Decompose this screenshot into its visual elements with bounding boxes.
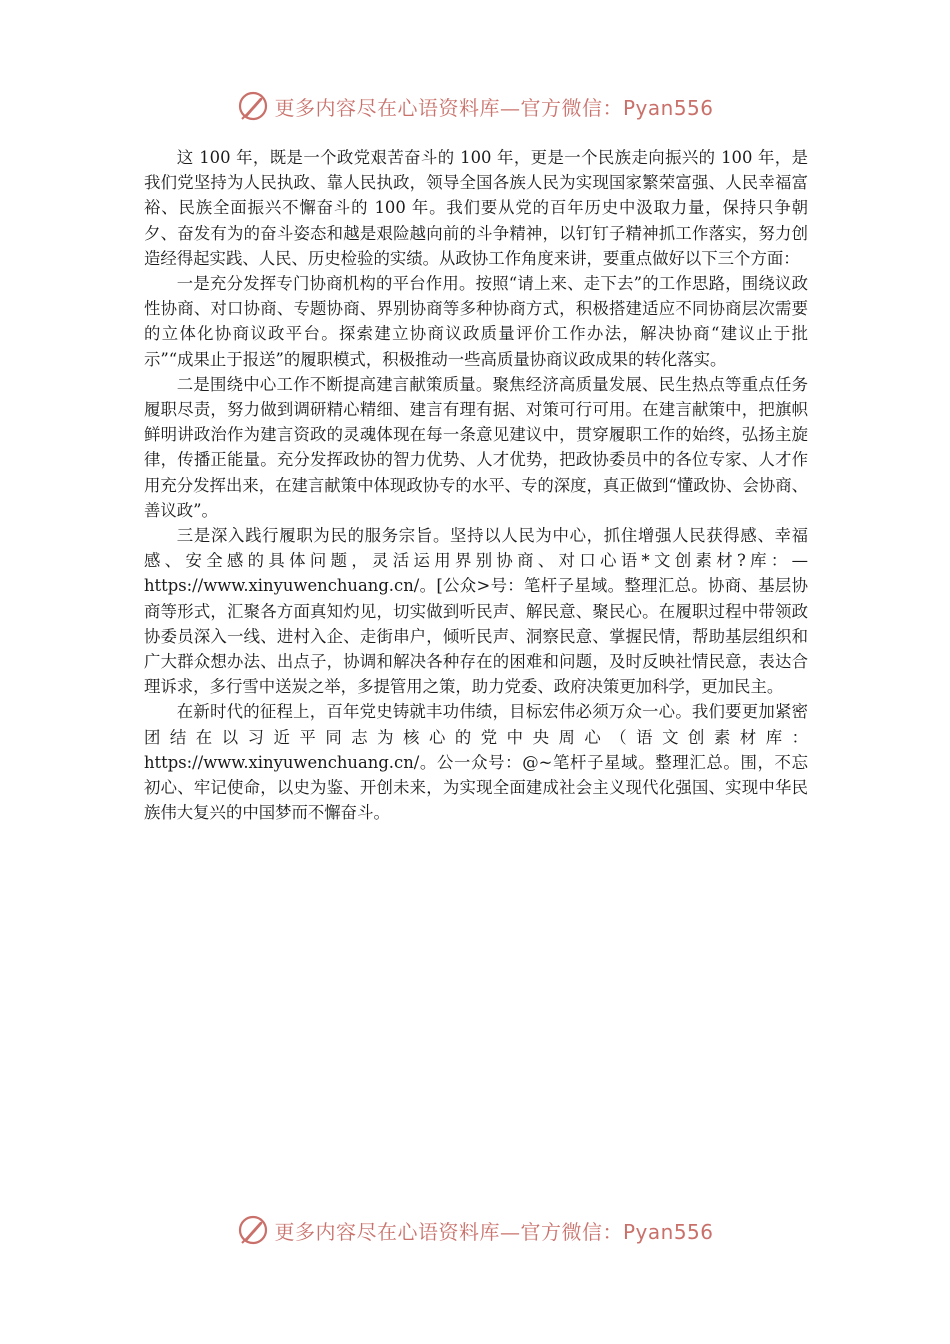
footer-wechat-id: Pyan556 <box>622 1219 714 1244</box>
paragraph-intro: 这 100 年，既是一个政党艰苦奋斗的 100 年，更是一个民族走向振兴的 100 年，是我们党坚持为人民执政、靠人民执政，领导全国各族人民为实现国家繁荣富强、人民幸福富裕、民族全面振兴不懈奋斗的 100 年。我们要从党的百年历史中汲取力量，保持只争朝夕、奋发有为的奋斗姿态和越是艰险越向前的斗争精神，以钉钉子精神抓工作落实，努力创造经得起实践、人民、历史检验的实绩。从政协工作角度来讲，要重点做好以下三个方面： <box>144 148 808 268</box>
footer-banner <box>0 1208 950 1252</box>
footer-banner-text <box>274 1216 713 1245</box>
header-wechat-id: Pyan556 <box>622 95 714 120</box>
paragraph-point-one: 一是充分发挥专门协商机构的平台作用。按照“请上来、走下去”的工作思路，围绕议政性协商、对口协商、专题协商、界别协商等多种协商方式，积极搭建适应不同协商层次需要的立体化协商议政平台。探索建立协商议政质量评价工作办法，解决协商“建议止于批示”“成果止于报送”的履职模式，积极推动一些高质量协商议政成果的转化落实。 <box>144 274 808 369</box>
header-banner <box>0 84 950 128</box>
header-banner-text <box>274 92 713 121</box>
paragraph-point-three: 三是深入践行履职为民的服务宗旨。坚持以人民为中心，抓住增强人民获得感、幸福感、安全感的具体问题，灵活运用界别协商、对口心语*文创素材?库：—https://www.xinyuwenchuang.cn/。[公众>号：笔杆子星域。整理汇总。协商、基层协商等形式，汇聚各方面真知灼见，切实做到听民声、解民意、聚民心。在履职过程中带领政协委员深入一线、进村入企、走街串户，倾听民声、洞察民意、掌握民情，帮助基层组织和广大群众想办法、出点子，协调和解决各种存在的困难和问题，及时反映社情民意，表达合理诉求，多行雪中送炭之举，多提管用之策，助力党委、政府决策更加科学，更加民主。 <box>144 526 808 697</box>
paragraph-conclusion: 在新时代的征程上，百年党史铸就丰功伟绩，目标宏伟必须万众一心。我们要更加紧密团结在以习近平同志为核心的党中央周心（语文创素材库：https://www.xinyuwenchuang.cn/。公一众号：@~笔杆子星域。整理汇总。围，不忘初心、牢记使命，以史为鉴、开创未来，为实现全面建成社会主义现代化强国、实现中华民族伟大复兴的中国梦而不懈奋斗。 <box>144 702 808 823</box>
document-body <box>144 145 808 825</box>
quill-logo-icon <box>236 1213 270 1247</box>
header-banner-label: 更多内容尽在心语资料库—官方微信： <box>274 95 623 120</box>
paragraph-point-two: 二是围绕中心工作不断提高建言献策质量。聚焦经济高质量发展、民生热点等重点任务履职尽责，努力做到调研精心精细、建言有理有据、对策可行可用。在建言献策中，把旗帜鲜明讲政治作为建言资政的灵魂体现在每一条意见建议中，贯穿履职工作的始终，弘扬主旋律，传播正能量。充分发挥政协的智力优势、人才优势，把政协委员中的各位专家、人才作用充分发挥出来，在建言献策中体现政协专的水平、专的深度，真正做到“懂政协、会协商、善议政”。 <box>144 374 809 520</box>
footer-banner-label: 更多内容尽在心语资料库—官方微信： <box>274 1219 623 1244</box>
quill-logo-icon <box>236 89 270 123</box>
